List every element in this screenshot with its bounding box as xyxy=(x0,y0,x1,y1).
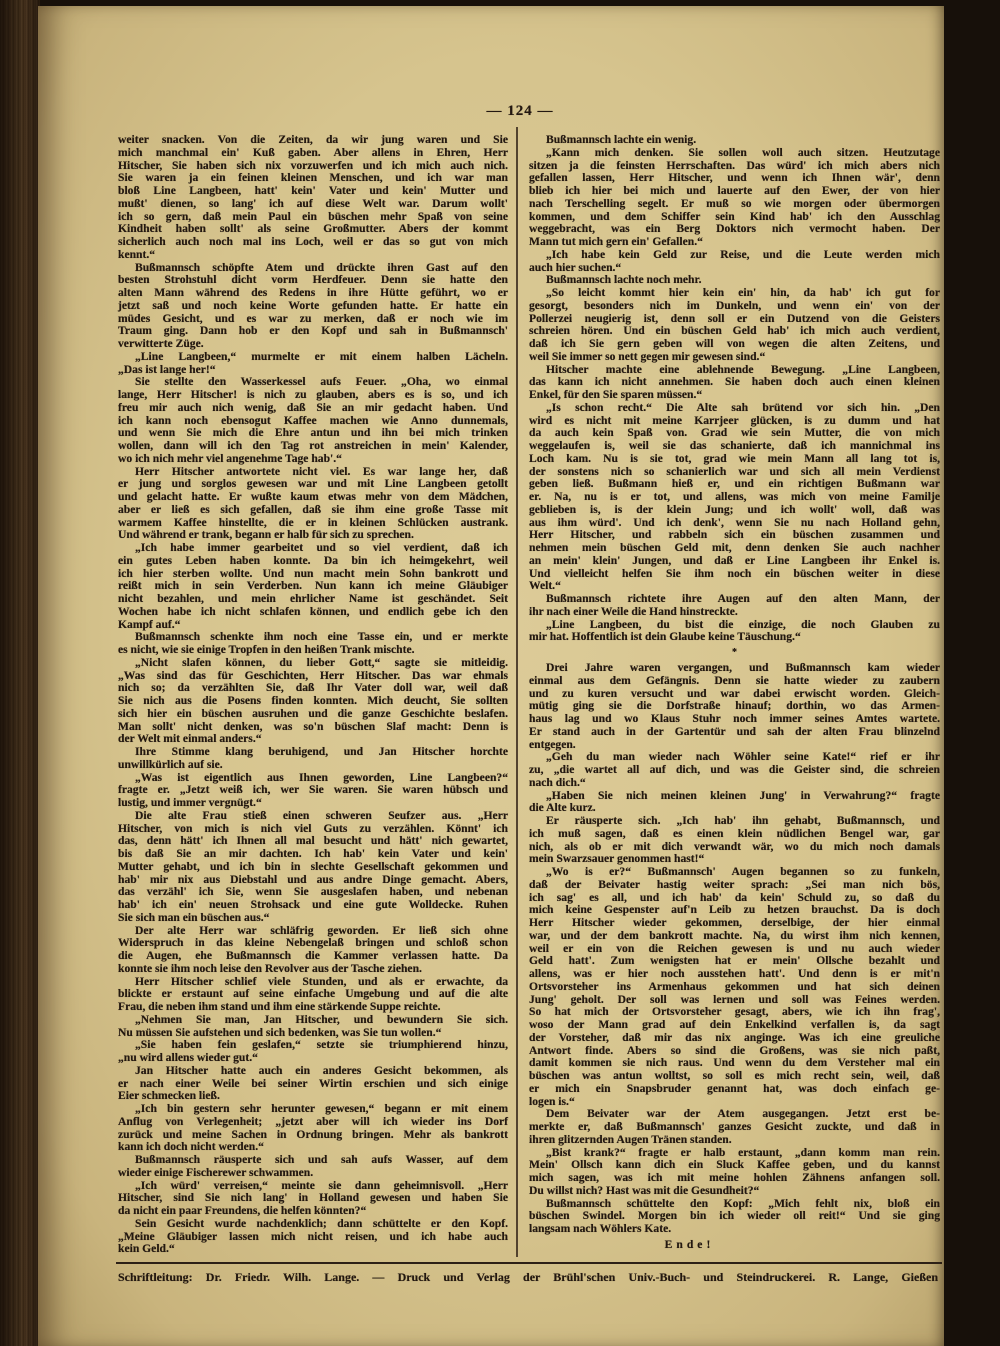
text-line: entgegen. xyxy=(529,737,576,751)
text-line: Und während er trank, begann er halb für sich zu sprechen. xyxy=(118,528,414,542)
text-line: Sie sich man ein büschen aus.“ xyxy=(118,910,270,924)
text-line: daß ich Sie gern geben will von wegen die alten Zeitens, und xyxy=(529,337,940,350)
paragraph xyxy=(118,746,508,772)
text-line: Ihre Stimme klang beruhigend, und Jan Hitscher horchte xyxy=(135,745,508,758)
text-line: Geld hatt'. Zum wenigsten hat er mein' Ollsche bezahlt und xyxy=(529,954,940,968)
text-line: Widerspruch in das kleine Nebengelaß bringen und schloß schon xyxy=(118,936,508,950)
paragraph xyxy=(118,631,508,657)
text-line: mir hat. Hoffentlich ist dein Glaube keine Täuschung.“ xyxy=(529,630,801,644)
paragraph xyxy=(529,1108,940,1146)
text-line: mein Swarzsauer genommen hast!“ xyxy=(529,852,705,866)
text-line: logen is.“ xyxy=(529,1094,575,1108)
paragraph xyxy=(118,1014,508,1040)
paragraph xyxy=(529,619,940,645)
paragraph xyxy=(529,866,940,1108)
section-separator: * xyxy=(732,647,737,658)
text-line: merkte er, daß Bußmannsch' ganzes Gesicht zuckte, und daß in xyxy=(529,1120,940,1133)
text-line: Du willst nich? Hast was mit die Gesundheit?“ xyxy=(529,1183,760,1197)
text-line: „Nehmen Sie man, Jan Hitscher, und bewundern Sie sich. xyxy=(135,1012,508,1026)
text-line: „nu wird allens wieder gut.“ xyxy=(118,1051,258,1064)
text-line: kennt.“ xyxy=(118,247,156,261)
paragraph xyxy=(118,772,508,810)
text-line: mütig ging sie die Dorfstraße hinauf; dorthin, wo das Armen- xyxy=(529,699,940,713)
paragraph xyxy=(118,351,508,377)
text-line: Bußmannsch räusperte sich und sah aufs Wasser, auf dem xyxy=(135,1153,508,1166)
text-line: lustig, und immer vergnügt.“ xyxy=(118,796,262,809)
text-line: lange, Herr Hitscher! is nich zu glauben, abers es is so, und ich xyxy=(118,388,508,401)
text-line: mich keine Gespenster auf'n Leib zu hetzen brauchst. Da is doch xyxy=(529,903,940,917)
text-line: „Ich würd' verreisen,“ meinte sie dann geheimnisvoll. „Herr xyxy=(135,1178,508,1192)
text-line: gefallen lassen, Herr Hitscher, und wenn ich Ihnen wär', denn xyxy=(529,171,940,185)
text-line: kein Geld.“ xyxy=(118,1242,175,1256)
footer-rule xyxy=(116,1262,942,1264)
text-line: nach dich.“ xyxy=(529,775,586,789)
text-line: ich so gern, daß mein Paul ein büschen mehr Spaß von seine xyxy=(118,209,508,223)
text-line: Dem Beivater war der Atem ausgegangen. Jetzt erst be- xyxy=(546,1107,940,1121)
text-line: gesorgt, besonders nich im Dunkeln, und wenn ein' von der xyxy=(529,298,940,312)
text-line: wird es nicht mit meine Karrjeer glücken, is zu dumm und hat xyxy=(529,413,940,427)
text-line: Und vielleicht helfen Sie ihm noch ein büschen weiter in diese xyxy=(529,566,940,580)
paragraph xyxy=(118,376,508,465)
text-line: müdes Gesicht, und es war zu merken, daß er noch wie im xyxy=(118,311,508,325)
text-line: und wenn Sie mich die Ehre antun und ihn bei mich trinken xyxy=(118,426,508,440)
paragraph xyxy=(529,402,940,593)
paragraph xyxy=(118,976,508,1014)
text-line: Traum ging. Dann hob er den Kopf und sah in Bußmannsch' xyxy=(118,324,508,338)
right-column-part-one xyxy=(529,134,940,644)
text-line: Kindheit haben sollt' als seine Großmutter. Abers der kommt xyxy=(118,222,508,236)
text-line: Anflug von Verlegenheit; „jetzt aber will ich wieder ins Dorf xyxy=(118,1114,508,1128)
text-line: schreien hören. Und ein büschen Geld hab' ich mich auch verdient, xyxy=(529,324,940,338)
text-line: sich hier ein büschen ausruhen und die ganze Geschichte beslafen. xyxy=(118,706,508,720)
text-line: bloß Line Langbeen, hatt' kein' Vater und kein' Mutter und xyxy=(118,184,508,197)
text-line: fragte er. „Jetzt weiß ich, wer Sie waren. Sie waren hübsch und xyxy=(118,783,508,797)
text-line: mich manchmal ein' Kuß gaben. Aber allens in Ehren, Herr xyxy=(118,145,508,159)
column-divider xyxy=(516,127,518,1257)
text-line: Antwort finde. Abers so sind die Großens, was sie nich paßt, xyxy=(529,1043,940,1057)
text-line: blickte er erstaunt auf seine einfache Umgebung und auf die alte xyxy=(118,987,508,1001)
text-line: Hitscher machte eine ablehnende Bewegung. „Line Langbeen, xyxy=(546,362,940,376)
text-line: ich hier sterben wollte. Und nun macht mein Sohn bankrott und xyxy=(118,566,508,580)
text-line: unwillkürlich auf sie. xyxy=(118,757,223,771)
text-line: daß der Beivater hastig weiter sprach: „Sei man nich bös, xyxy=(529,877,940,891)
text-line: weiter snacken. Von die Zeiten, da wir jung waren und Sie xyxy=(118,133,508,146)
text-line: bis daß Sie an mir dachten. Ich hab' kein Vater und kein' xyxy=(118,847,508,860)
text-line: wo ich nich mehr viel angenehme Tage hab'.“ xyxy=(118,451,342,465)
text-line: Er stand auch in der Gartentür und sah der alten Frau blinzelnd xyxy=(529,724,940,738)
paragraph xyxy=(118,1039,508,1065)
text-line: Herr Hitscher antwortete nicht viel. Es war lange her, daß xyxy=(135,464,508,478)
text-line: blieb ich hier bei mich und lauerte auf den Ewer, der von hier xyxy=(529,184,940,197)
text-line: Hitscher, sind Sie nich lang' in Holland gewesen und haben Sie xyxy=(118,1191,508,1205)
text-line: weggebracht, was ein Berg Doktors nich vermocht haben. Der xyxy=(529,222,940,236)
text-line: konnte sie ihm noch leise den Revolver aus der Tasche ziehen. xyxy=(118,961,422,975)
text-line: das, denn hätt' ich Ihnen all mal besucht und hätt' nich gewartet, xyxy=(118,834,508,848)
text-line: alten Mann während des Redens in ihre Hütte geführt, wo er xyxy=(118,286,508,299)
book-binding-edge xyxy=(0,0,40,1346)
paragraph xyxy=(529,249,940,275)
text-line: Wochen habe ich nicht schlafen können, und endlich gebe ich den xyxy=(118,604,508,618)
text-line: „Line Langbeen,“ murmelte er mit einem halben Lächeln. xyxy=(135,349,508,363)
text-line: „Bist krank?“ fragte er halb erstaunt, „dann komm man rein. xyxy=(546,1145,940,1159)
text-line: Sein Gesicht wurde nachdenklich; dann schüttelte er den Kopf. xyxy=(135,1216,508,1230)
text-line: und zu kuren versucht und war dabei erwischt worden. Gleich- xyxy=(529,686,940,700)
paragraph xyxy=(118,466,508,543)
text-line: woso der Mann grad auf dein Enkelkind verfallen is, da sagt xyxy=(529,1018,940,1031)
text-line: Loch kam. Nu is sie tot, grad wie mein Mann all lang tot is, xyxy=(529,451,940,465)
text-line: Nu müssen Sie aufstehen und sich bedenken, was Sie tun wollen.“ xyxy=(118,1025,442,1039)
paragraph xyxy=(529,147,940,249)
text-line: „Ich habe kein Geld zur Reise, und die Leute werden mich xyxy=(546,247,940,261)
text-line: Bußmannsch schüttelte den Kopf: „Mich fehlt nix, bloß ein xyxy=(546,1196,940,1210)
text-line: „Das ist lange her!“ xyxy=(118,362,216,376)
right-column xyxy=(529,134,940,1251)
text-line: ich kann noch ebensogut Kaffee machen wie Anno dunnemals, xyxy=(118,413,508,427)
text-line: Mann tut mich gern ein' Gefallen.“ xyxy=(529,235,703,248)
text-line: Bußmannsch schenkte ihm noch eine Tasse ein, und er merkte xyxy=(135,630,508,644)
paragraph xyxy=(529,287,940,364)
text-line: Herr Hitscher schlief viele Stunden, und als er erwachte, da xyxy=(135,974,508,988)
text-line: war, und der dem bankrott machte. Na, du wirst ihm nich kennen, xyxy=(529,928,940,942)
text-line: „So leicht kommt hier kein ein' hin, da hab' ich gut for xyxy=(546,286,940,299)
text-line: Herr Hitscher wieder gekommen, derselbige, der hier einmal xyxy=(529,916,940,929)
text-line: er jung und sorglos gewesen war und mit Line Langbeen getollt xyxy=(118,477,508,491)
text-line: einmal aus dem Gefängnis. Denn sie hatte wieder zu zaubern xyxy=(529,673,940,687)
text-line: zurück und meine Sachen in Ordnung bringen. Mehr als bankrott xyxy=(118,1127,508,1141)
text-line: weggelaufen is, weil sie das schanierte, daß ich mannichmal ins xyxy=(529,439,940,452)
text-line: nich so; da verzählten Sie, daß Ihr Vater doll war, weil daß xyxy=(118,681,508,695)
text-line: „Sie haben fein geslafen,“ setzte sie triumphierend hinzu, xyxy=(135,1038,508,1052)
text-line: langsam nach Wöhlers Kate. xyxy=(529,1222,672,1235)
text-line: Ortsvorsteher ins Armenhaus gekommen und hat sich deinen xyxy=(529,979,940,993)
text-line: da nicht ein paar Freundens, die helfen könnten?“ xyxy=(118,1204,367,1217)
text-line: an mein' klein' Jungen, und daß er Line Langbeen ihr Enkel is. xyxy=(529,553,940,567)
text-line: besten Strohstuhl dicht vorm Herdfeuer. Denn sie hatte den xyxy=(118,273,508,287)
text-line: Sie waren ja ein feinen kleinen Menschen, und ich war man xyxy=(118,171,508,185)
text-line: sitzen ja die feinsten Herrschaften. Das würd' ich mich abers nich xyxy=(529,158,940,172)
text-line: die Alte kurz. xyxy=(529,801,596,815)
right-column-part-two xyxy=(529,662,940,1236)
paragraph xyxy=(529,364,940,402)
text-line: „Line Langbeen, du bist die einzige, die noch Glauben zu xyxy=(546,617,940,631)
text-line: Hitscher, Sie haben sich nix vorzuwerfen und ich mich auch nich. xyxy=(118,158,508,172)
paragraph xyxy=(118,925,508,976)
text-line: kommen, und dem Schiffer sein Kind hab' ich den Ausschlag xyxy=(529,209,940,223)
text-line: mußt' dienen, so lang' ich auf diese Welt war. Darum wollt' xyxy=(118,196,508,210)
text-line: weil er ein von die Reichen gewesen is und nu auch wieder xyxy=(529,941,940,955)
text-line: allens, was er hier noch ausstehen hatt'. Und denn is er mit'n xyxy=(529,967,940,980)
paragraph xyxy=(118,1154,508,1180)
text-line: „Kann mich denken. Sie sollen woll auch sitzen. Heutzutage xyxy=(546,145,940,159)
text-line: kann ich doch nicht werden.“ xyxy=(118,1140,264,1154)
text-line: „Haben Sie nich meinen kleinen Jung' in Verwahrung?“ fragte xyxy=(546,788,940,802)
text-line: jetzt saß und noch keine Worte gefunden hatte. Er hatte ein xyxy=(118,298,508,312)
text-line: Jan Hitscher hatte auch ein anderes Gesicht bekommen, als xyxy=(135,1063,508,1077)
paragraph xyxy=(529,1147,940,1198)
text-line: Hitscher, von mich is nich viel Guts zu verzählen. Könnt' ich xyxy=(118,821,508,835)
text-line: Mutter gehabt, und ich bin in slechte Gesellschaft gekommen und xyxy=(118,859,508,873)
paragraph xyxy=(118,657,508,746)
text-line: Die alte Frau stieß einen schweren Seufzer aus. „Herr xyxy=(135,808,508,822)
text-line: nehmen mein büschen Geld mit, denn denken Sie auch nachher xyxy=(529,541,940,554)
text-line: der Welt mit einmal anders.“ xyxy=(118,732,262,746)
text-line: Eier schmecken ließ. xyxy=(118,1089,220,1103)
text-line: „Geh du man wieder nach Wöhler seine Kate!“ rief er ihr xyxy=(546,750,940,764)
text-line: nicht bezahlen, und mein ehrlicher Name ist geschändet. Seit xyxy=(118,592,508,605)
text-line: Der alte Herr war schläfrig geworden. Er ließ sich ohne xyxy=(135,923,508,937)
text-line: der Vorsteher, daß mir das nix anginge. Was ich eine greuliche xyxy=(529,1030,940,1044)
text-line: geben ließ. Bußmann hieß er, und ein richtigen Bußmann war xyxy=(529,477,940,491)
text-line: reißt mich in sein Verderben. Nun kann ich meine Gläubiger xyxy=(118,579,508,593)
text-line: haus lag und wo Klaus Stuhr noch immer seines Amtes wartete. xyxy=(529,712,940,725)
text-line: Drei Jahre waren vergangen, und Bußmannsch kam wieder xyxy=(546,661,940,674)
text-line: ein gutes Leben haben konnte. Da bin ich heimgekehrt, weil xyxy=(118,553,508,567)
text-line: die Augen, ehe Bußmannsch die Kammer verlassen hatte. Da xyxy=(118,949,508,962)
text-line: nich, als ob er mit dich verwandt wär, wo du mich noch damals xyxy=(529,839,940,853)
text-line: „Nicht slafen können, du lieber Gott,“ sagte sie mitleidig. xyxy=(135,655,508,669)
text-line: zu, „die wartet all auf dich, und was die Geister sind, die schreien xyxy=(529,763,940,776)
text-line: aber er ließ es sich gefallen, daß sie ihm eine große Tasse mit xyxy=(118,502,508,516)
text-line: und gelacht hatte. Er wußte kaum etwas mehr von dem Mädchen, xyxy=(118,490,508,503)
text-line: auch hier suchen.“ xyxy=(529,260,622,274)
text-line: Jung' geholt. Der soll was lernen und soll was Feines werden. xyxy=(529,992,940,1006)
text-line: warmem Kaffee hinstellte, die er in kleinen Schlücken austrank. xyxy=(118,515,508,529)
paragraph xyxy=(118,1218,508,1256)
text-line: Frau, die neben ihm stand und ihm eine stärkende Suppe reichte. xyxy=(118,1000,441,1013)
text-line: „Ich bin gestern sehr herunter gewesen,“ begann er mit einem xyxy=(135,1102,508,1115)
page-number: — 124 — xyxy=(486,103,554,119)
text-line: büschen Swindel. Morgen bin ich wieder oll reit!“ Und sie ging xyxy=(529,1209,940,1223)
text-line: „Meine Gläubiger lassen mich nicht reisen, und ich habe auch xyxy=(118,1229,508,1243)
paragraph xyxy=(529,593,940,619)
text-line: wollen, dann will ich den Tag rot anstreichen in mein' Kalender, xyxy=(118,439,508,452)
text-line: Kampf auf.“ xyxy=(118,617,181,631)
text-line: es nicht, wie sie einige Tropfen in den heißen Trank mischte. xyxy=(118,643,415,656)
paragraph xyxy=(529,751,940,789)
text-line: Herr Hitscher, und rabbeln sich ein büschen zusammen und xyxy=(529,528,940,542)
text-line: weil Sie immer so nett gegen mir gewesen sind.“ xyxy=(529,349,766,363)
paragraph xyxy=(529,1198,940,1236)
paragraph xyxy=(118,542,508,631)
paragraph xyxy=(529,790,940,816)
text-line: aus ihm würd'. Und ich denk', wenn Sie nu nach Holland gehn, xyxy=(529,515,940,529)
text-line: ihren glitzernden Augen Tränen standen. xyxy=(529,1132,732,1146)
paragraph xyxy=(118,1103,508,1154)
text-line: er nach einer Weile bei seiner Wirtin erschien und sich einige xyxy=(118,1076,508,1090)
text-line: Man sollt' nicht denken, was so'n büschen Slaf macht: Denn is xyxy=(118,719,508,733)
text-line: „Was ist eigentlich aus Ihnen geworden, Line Langbeen?“ xyxy=(135,770,508,784)
text-line: büschen was antun wolltst, so soll es mich recht sein, weil, daß xyxy=(529,1069,940,1082)
text-line: mich sagen, was ich mit meine hohlen Zähnens anfangen soll. xyxy=(529,1171,940,1184)
left-column xyxy=(118,134,508,1256)
text-line: „Is schon recht.“ Die Alte sah brütend vor sich hin. „Den xyxy=(546,400,940,414)
imprint-footer: Schriftleitung: Dr. Friedr. Wilh. Lange. — Druck und Verlag der Brühl'schen Univ.-Buch- und Steindruckerei. R. Lange, Gießen xyxy=(118,1270,938,1284)
paragraph xyxy=(118,810,508,925)
text-line: Pollerzei neugierig ist, denn soll er ein Dutzend von die Geisters xyxy=(529,311,940,325)
text-line: ich sag' es all, und ich hab' da kein' Schuld zu, so daß du xyxy=(529,890,940,904)
text-line: Enkel, für den Sie sparen müssen.“ xyxy=(529,388,703,401)
text-line: verwitterte Züge. xyxy=(118,337,204,350)
text-line: der sonstens nich so schanierlich war und sich all mein Verdienst xyxy=(529,464,940,478)
text-line: Sie nich aus die Posens finden konnten. Mich deucht, Sie sollten xyxy=(118,694,508,707)
text-line: „Wo is er?“ Bußmannsch' Augen begannen so zu funkeln, xyxy=(546,865,940,878)
text-line: da auch kein Spaß von. Grad wie sein Mutter, die von mich xyxy=(529,426,940,440)
text-line: das kann ich nicht annehmen. Sie haben doch auch einen kleinen xyxy=(529,375,940,389)
text-line: ihr nach einer Weile die Hand hinstreckte. xyxy=(529,604,738,618)
text-line: Er räusperte sich. „Ich hab' ihn gehabt, Bußmannsch, und xyxy=(546,814,940,827)
text-line: sicherlich auch noch mal ins Loch, weil er das so gut von mich xyxy=(118,235,508,248)
paragraph xyxy=(529,134,940,147)
text-line: nach Terschelling segelt. Er muß so wie morgen oder übermorgen xyxy=(529,196,940,210)
paragraph xyxy=(118,1065,508,1103)
text-line: „Ich habe immer gearbeitet und so viel verdient, daß ich xyxy=(135,541,508,554)
text-line: Bußmannsch lachte ein wenig. xyxy=(546,133,697,146)
text-line: er mich ein Snapsbruder genannt hat, was doch einfach ge- xyxy=(529,1081,940,1095)
text-line: Bußmannsch richtete ihre Augen auf den alten Mann, der xyxy=(546,592,940,605)
text-line: „Was sind das für Geschichten, Herr Hitscher. Das war ehmals xyxy=(118,668,508,682)
text-line: geblieben is, is der klein Jung; und ich wollt' woll, daß was xyxy=(529,502,940,516)
text-line: ich muß sagen, daß es einen klein nüdlichen Bengel war, gar xyxy=(529,826,940,840)
text-line: hab' mir nix aus Diebstahl und aus andre Dinge gemacht. Abers, xyxy=(118,872,508,886)
paragraph xyxy=(529,662,940,751)
paragraph xyxy=(529,815,940,866)
text-line: er. Na, nu is er tot, und allens, was mich von meine Familje xyxy=(529,490,940,503)
paragraph xyxy=(118,262,508,351)
text-line: freu mir auch nich wenig, daß Sie an mir gedacht haben. Und xyxy=(118,400,508,414)
text-line: hab' ich ein' neuen Strohsack und eine gute Wolldecke. Ruhen xyxy=(118,898,508,911)
paragraph xyxy=(118,134,508,262)
text-line: wieder einige Fischerewer schwammen. xyxy=(118,1165,314,1179)
text-line: Mein' Ollsch kann dich ein Sluck Kaffee geben, und du kannst xyxy=(529,1158,940,1172)
text-line: das verzähl' ich Sie, wenn Sie ausgeslafen haben, und nebenan xyxy=(118,885,508,899)
paragraph xyxy=(118,1180,508,1218)
text-line: Sie stellte den Wasserkessel aufs Feuer. „Oha, wo einmal xyxy=(135,375,508,389)
text-line: Welt.“ xyxy=(529,579,561,593)
text-line: Bußmannsch lachte noch mehr. xyxy=(546,273,702,287)
text-line: Bußmannsch schöpfte Atem und drückte ihren Gast auf den xyxy=(135,260,508,274)
end-mark: Ende! xyxy=(664,1237,715,1251)
text-line: damit kommen sie nich raus. Und wenn du dem Versteher mal ein xyxy=(529,1056,940,1070)
text-line: So hat mich der Ortsvorsteher gesagt, abers, wie ich ihn frag', xyxy=(529,1005,940,1019)
